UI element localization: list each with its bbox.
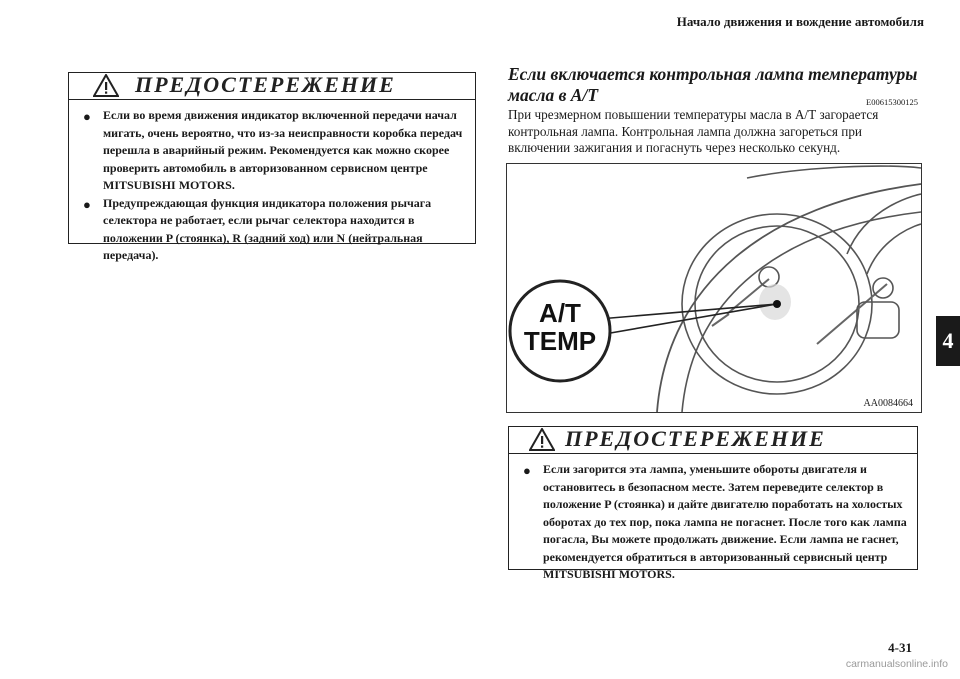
warning-box-right [508, 426, 918, 581]
chapter-tab: 4 [936, 316, 960, 366]
warning-title: ПРЕДОСТЕРЕЖЕНИЕ [565, 426, 826, 451]
warning-divider [509, 453, 917, 454]
warning-title-bar [69, 73, 475, 99]
warning-triangle-icon [93, 74, 119, 102]
page-number: 4-31 [888, 640, 912, 655]
callout-line-1: A/T [539, 298, 581, 328]
instrument-cluster-figure [506, 163, 922, 413]
warning-divider [69, 99, 475, 100]
warning-bullet: ● Предупреждающая функция индикатора положения рычага селектора не работает, если рычаг селектора находится в положении P (стоянка), R (задний ход) или N (нейтральная передача). [83, 195, 432, 262]
instrument-cluster-illustration [507, 164, 921, 412]
callout-label [510, 299, 610, 355]
bullet-dot: ● [523, 463, 531, 478]
warning-box-left [68, 72, 476, 262]
bullet-dot: ● [83, 196, 91, 212]
warning-title-bar [509, 427, 917, 453]
page-header: Начало движения и вождение автомобиля [676, 14, 924, 29]
warning-bullet: ● Если загорится эта лампа, уменьшите обороты двигателя и остановитесь в безопасном месте. Затем переведите селектор в положение P (стоянка) и дайте двигателю поработать на холостых оборотах до тех пор, пока лампа не погаснет. После того как лампа погасла, Вы можете продолжать движение. Если лампа не гаснет, рекомендуется обратиться в авторизованный сервисный центр MITSUBISHI MOTORS. [523, 462, 907, 581]
figure-code: AA0084664 [863, 398, 913, 409]
warning-bullets [509, 455, 917, 590]
callout-line-2: TEMP [523, 326, 597, 356]
watermark: carmanualsonline.info [845, 658, 948, 670]
warning-triangle-icon [529, 428, 555, 456]
section-title: Если включается контрольная лампа температуры масла в А/Т [508, 64, 918, 105]
warning-title: ПРЕДОСТЕРЕЖЕНИЕ [135, 72, 396, 97]
section-code: E00615300125 [866, 97, 918, 107]
warning-bullets [69, 101, 475, 271]
lamp-pointer-dot [773, 300, 781, 308]
bullet-dot: ● [83, 109, 91, 124]
warning-bullet: ● Если во время движения индикатор включенной передачи начал мигать, очень вероятно, что из-за неисправности коробка передач перешла в аварийный режим. Рекомендуется как можно скорее проверить автомобиль в авторизованном сервисном центре MITSUBISHI MOTORS. [83, 108, 463, 192]
section-body: При чрезмерном повышении температуры масла в А/Т загорается контрольная лампа. Контрольная лампа должна загореться при включении зажигания и погаснуть через несколько секунд. [508, 107, 879, 155]
